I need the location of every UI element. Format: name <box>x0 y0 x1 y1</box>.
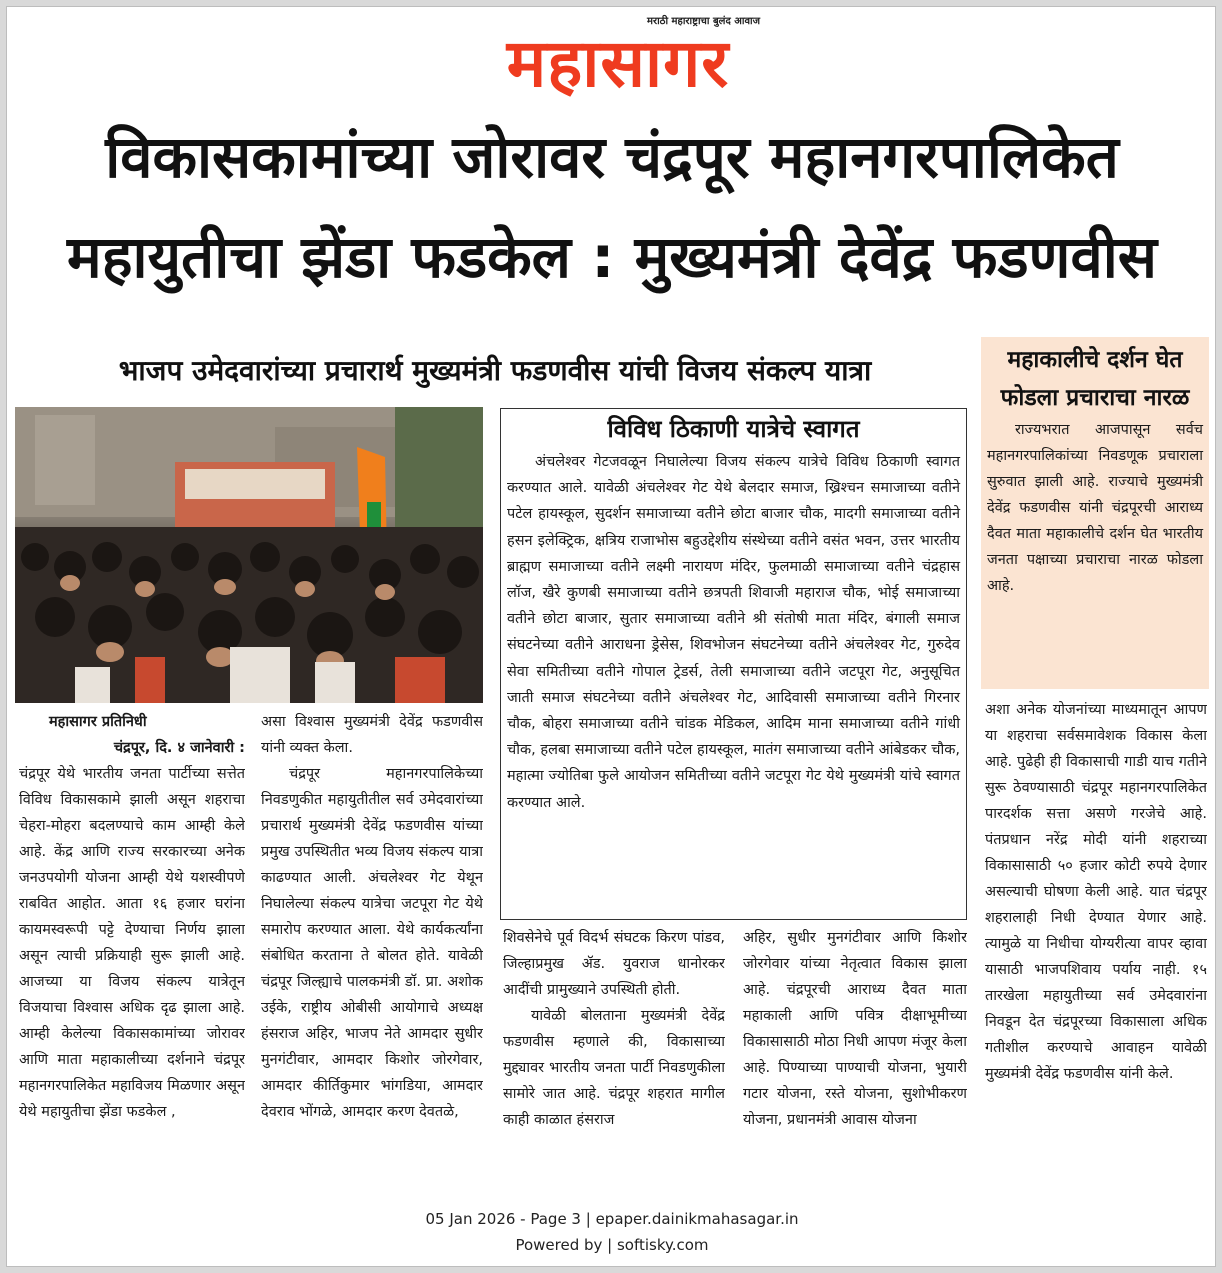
headline-line-2: महायुतीचा झेंडा फडकेल : मुख्यमंत्री देवेंद्र फडणवीस <box>67 223 1157 291</box>
main-article-text-4: अहिर, सुधीर मुनगंटीवार आणि किशोर जोरगेवार यांच्या नेतृत्वात विकास झाला आहे. चंद्रपूरची आराध्य दैवत माता महाकाली आणि पवित्र दीक्षाभूमीच्या विकासासाठी मोठा निधी आपण मंजूर केला आहे. पिण्याच्या पाण्याची योजना, भुयारी गटार योजना, रस्ते योजना, सुशोभीकरण योजना, प्रधानमंत्री आवास योजना <box>743 930 967 1128</box>
rally-photo <box>15 407 483 703</box>
main-article-text-3b: यावेळी बोलताना मुख्यमंत्री देवेंद्र फडणवीस म्हणाले की, विकासाच्या मुद्द्यावर भारतीय जनता पार्टी निवडणुकीला सामोरे जात आहे. चंद्रपूर शहरात मागील काही काळात हंसराज <box>503 1008 725 1128</box>
main-article-column-2 <box>261 709 483 1195</box>
footer-date-page: 05 Jan 2026 - Page 3 | epaper.dainikmahasagar.in <box>425 1210 799 1228</box>
subheadline: भाजप उमेदवारांच्या प्रचारार्थ मुख्यमंत्री फडणवीस यांची विजय संकल्प यात्रा <box>118 354 872 387</box>
masthead-tagline: मराठी महाराष्ट्राचा बुलंद आवाज <box>647 16 761 27</box>
main-article-text-2b: चंद्रपूर महानगरपालिकेच्या निवडणुकीत महायुतीतील सर्व उमेदवारांच्या प्रचारार्थ मुख्यमंत्री देवेंद्र फडणवीस यांच्या प्रमुख उपस्थितीत भव्य विजय संकल्प यात्रा काढण्यात आली. अंचलेश्वर गेट येथून निघालेल्या संकल्प यात्रेचा जटपूरा गेट येथे समारोप करण्यात आला. येथे कार्यकर्त्यांना संबोधित करताना ते बोलत होते. यावेळी चंद्रपूर जिल्ह्याचे पालकमंत्री डॉ. प्रा. अशोक उईके, राष्ट्रीय ओबीसी आयोगाचे अध्यक्ष हंसराज अहिर, भाजप नेते आमदार सुधीर मुनगंटीवार, आमदार किशोर जोरगेवार, आमदार कीर्तिकुमार भांगडिया, आमदार देवराव भोंगळे, आमदार करण देवतळे, <box>261 766 483 1120</box>
main-article-text-1: चंद्रपूर येथे भारतीय जनता पार्टीच्या सत्तेत विविध विकासकामे झाली असून शहराचा चेहरा-मोहरा बदलण्याचे काम आम्ही केले आहे. केंद्र आणि राज्य सरकारच्या अनेक जनउपयोगी योजना आम्ही येथे यशस्वीपणे राबवित आहोत. आता १६ हजार घरांना कायमस्वरूपी पट्टे देण्याचा निर्णय झाला असून त्याची प्रक्रियाही सुरू झाली आहे. आजच्या या विजय संकल्प यात्रेतून विजयाचा विश्वास अधिक दृढ झाला आहे. आम्ही केलेल्या विकासकामांच्या जोरावर आणि माता महाकालीच्या दर्शनाने चंद्रपूर महानगरपालिकेत महाविजय मिळणार असून येथे महायुतीचा झेंडा फडकेल , <box>19 766 245 1120</box>
main-article-text-3a: शिवसेनेचे पूर्व विदर्भ संघटक किरण पांडव, जिल्हाप्रमुख ॲड. युवराज धानोरकर आदींची प्रामुख्याने उपस्थिती होती. <box>503 930 725 998</box>
main-article-text-5: अशा अनेक योजनांच्या माध्यमातून आपण या शहराचा सर्वसमावेशक विकास केला आहे. पुढेही ही विकासाची गाडी याच गतीने सुरू ठेवण्यासाठी चंद्रपूर महानगरपालिकेत पारदर्शक सत्ता असणे गरजेचे आहे. पंतप्रधान नरेंद्र मोदी यांनी शहराच्या विकासासाठी ५० हजार कोटी रुपये देणार असल्याची घोषणा केली आहे. यात चंद्रपूर शहरालाही निधी देण्यात येणार आहे. त्यामुळे या निधीचा योग्यरीत्या वापर व्हावा यासाठी भाजपशिवाय पर्याय नाही. १५ तारखेला महायुतीच्या सर्व उमेदवारांना निवडून देत चंद्रपूरच्या विकासाला अधिक गतीशील करण्याचे आवाहन यावेळी मुख्यमंत्री देवेंद्र फडणवीस यांनी केले. <box>985 702 1207 1082</box>
boxed-article-text: अंचलेश्वर गेटजवळून निघालेल्या विजय संकल्प यात्रेचे विविध ठिकाणी स्वागत करण्यात आले. यावेळी अंचलेश्वर गेट येथे बेलदार समाज, ख्रिश्चन समाजाच्या वतीने पटेल हायस्कूल, सुदर्शन समाजाच्या वतीने छोटा बाजार चौक, मादगी समाजाच्या वतीने हसन इलेक्ट्रिक, क्षत्रिय राजाभोस बहुउद्देशीय संस्थेच्या वतीने वसंत भवन, उत्तर भारतीय ब्राह्मण समाजाच्या वतीने लक्ष्मी नारायण मंदिर, फुलमाळी समाजाच्या वतीने चंद्रहास लॉज, खैरे कुणबी समाजाच्या वतीने छत्रपती शिवाजी महाराज चौक, भोई समाजाच्या वतीने छोटा बाजार, सुतार समाजाच्या वतीने श्री संतोषी माता मंदिर, बंगाली समाज संघटनेच्या वतीने आराधना ड्रेसेस, शिवभोजन संघटनेच्या वतीने अंचलेश्वर गेट, गुरुदेव सेवा समितीच्या वतीने गोपाल ट्रेडर्स, तेली समाजाच्या वतीने जटपूरा गेट, अनुसूचित जाती समाज संघटनेच्या वतीने अंचलेश्वर गेट, आदिवासी समाजाच्या वतीने गिरनार चौक, बोहरा समाजाच्या वतीने चांडक मेडिकल, आदिम माना समाजाच्या वतीने गांधी चौक, हलबा समाजाच्या वतीने पटेल हायस्कूल, मातंग समाजाच्या वतीने आंबेडकर चौक, महात्मा ज्योतिबा फुले आयोजन समितीच्या वतीने जटपूरा गेट येथे मुख्यमंत्री यांचे स्वागत करण्यात आले. <box>507 454 960 811</box>
main-article-column-3 <box>503 925 725 1197</box>
sidebar-article-text: राज्यभरात आजपासून सर्वच महानगरपालिकांच्या निवडणूक प्रचाराला सुरुवात झाली आहे. राज्याचे मुख्यमंत्री देवेंद्र फडणवीस यांनी चंद्रपूरची आराध्य दैवत माता महाकालीचे दर्शन घेत भारतीय जनता पक्षाच्या प्रचाराचा नारळ फोडला आहे. <box>987 422 1203 594</box>
boxed-article-title: विविध ठिकाणी यात्रेचे स्वागत <box>607 415 860 443</box>
main-article-text-2a: असा विश्वास मुख्यमंत्री देवेंद्र फडणवीस यांनी व्यक्त केला. <box>261 714 483 756</box>
sidebar-article <box>981 337 1209 689</box>
footer-powered-by: Powered by | softisky.com <box>515 1236 709 1254</box>
boxed-article <box>500 408 967 920</box>
byline: महासागर प्रतिनिधी <box>49 714 147 730</box>
main-article-column-5 <box>985 697 1207 1187</box>
headline-line-1: विकासकामांच्या जोरावर चंद्रपूर महानगरपालिकेत <box>105 123 1119 191</box>
sidebar-article-title: महाकालीचे दर्शन घेत फोडला प्रचाराचा नारळ <box>1000 347 1190 411</box>
crowd-illustration <box>15 407 483 703</box>
main-article-column-4 <box>743 925 967 1197</box>
newspaper-page <box>6 6 1216 1267</box>
dateline: चंद्रपूर, दि. ४ जानेवारी : <box>113 740 245 756</box>
main-article-column-1 <box>19 709 245 1195</box>
masthead-logo: महासागर <box>506 25 730 102</box>
